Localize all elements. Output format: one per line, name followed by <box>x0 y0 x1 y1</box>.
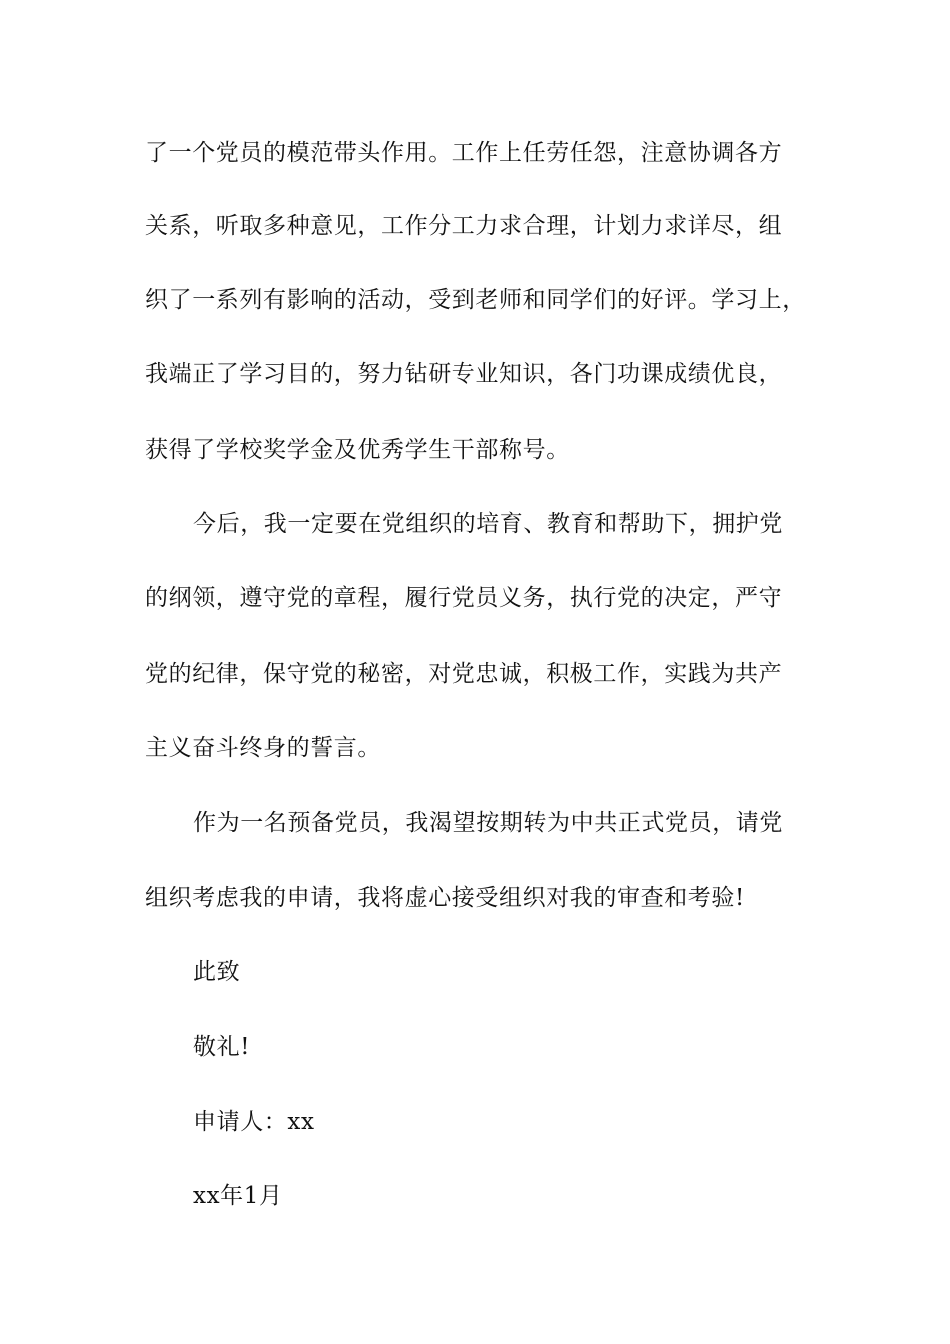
application-date: xx年1月 <box>193 1183 283 1209</box>
paragraph-1-line-4: 我端正了学习目的，努力钻研专业知识，各门功课成绩优良， <box>145 361 783 387</box>
paragraph-2-line-4: 主义奋斗终身的誓言。 <box>145 735 381 761</box>
paragraph-2-line-1: 今后，我一定要在党组织的培育、教育和帮助下，拥护党 <box>193 511 783 537</box>
applicant-signature: 申请人：xx <box>193 1109 315 1135</box>
paragraph-3-line-2: 组织考虑我的申请，我将虚心接受组织对我的审查和考验! <box>145 885 745 911</box>
paragraph-1-line-1: 了一个党员的模范带头作用。工作上任劳任怨，注意协调各方 <box>145 140 783 166</box>
paragraph-2-line-3: 党的纪律，保守党的秘密，对党忠诚，积极工作，实践为共产 <box>145 661 783 687</box>
closing-salutation: 此致 <box>193 959 241 985</box>
paragraph-3-line-1: 作为一名预备党员，我渴望按期转为中共正式党员，请党 <box>193 810 783 836</box>
paragraph-1-line-5: 获得了学校奖学金及优秀学生干部称号。 <box>145 437 570 463</box>
paragraph-2-line-2: 的纲领，遵守党的章程，履行党员义务，执行党的决定，严守 <box>145 585 783 611</box>
paragraph-1-line-3: 织了一系列有影响的活动，受到老师和同学们的好评。学习上， <box>145 287 806 313</box>
closing-regards: 敬礼! <box>193 1034 251 1060</box>
paragraph-1-line-2: 关系，听取多种意见，工作分工力求合理，计划力求详尽，组 <box>145 213 783 239</box>
